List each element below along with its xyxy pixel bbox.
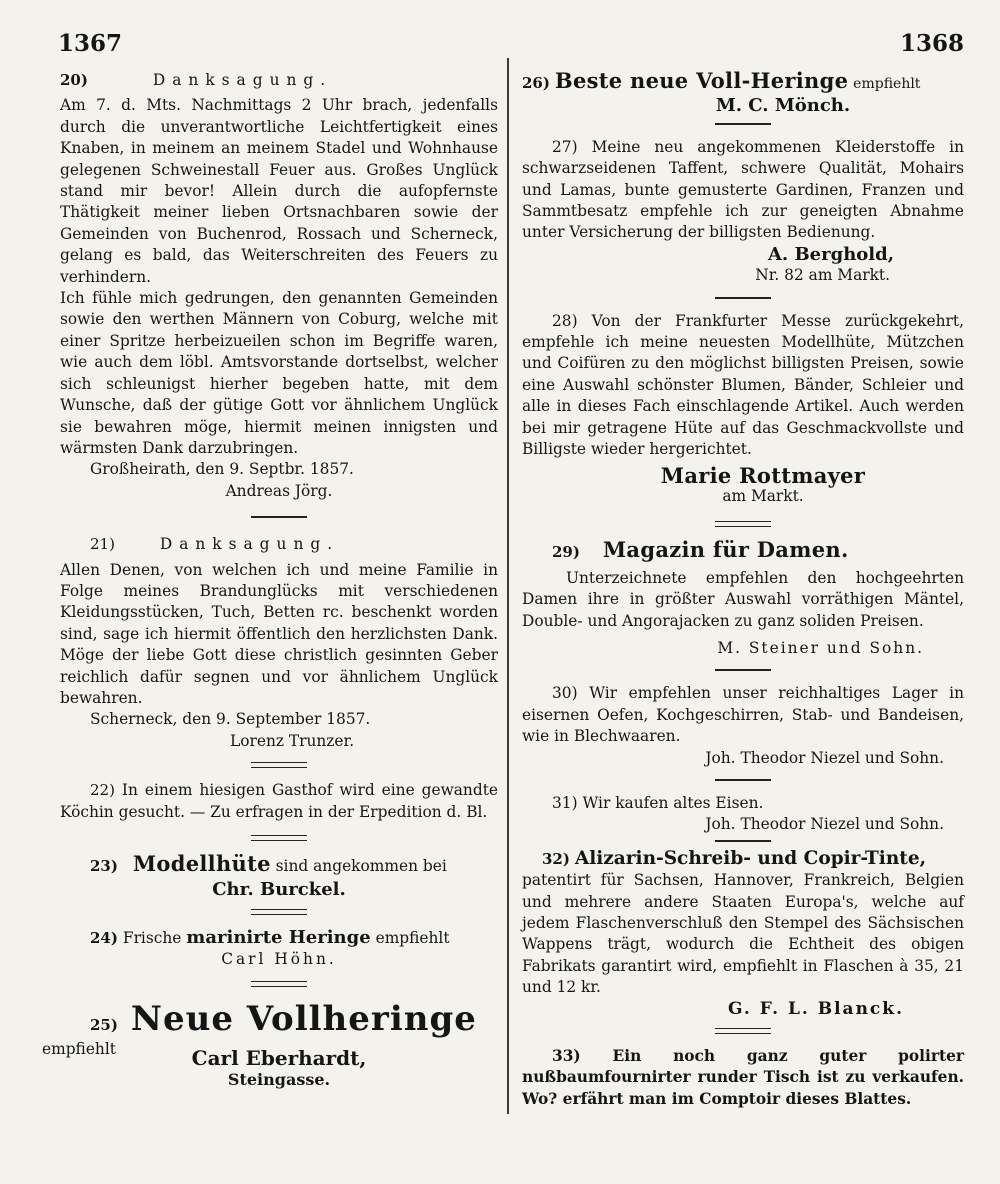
ad-number: 25) <box>90 1015 118 1034</box>
merchant-address: am Markt. <box>722 486 804 505</box>
ad-25 <box>42 998 498 1091</box>
merchant-name: Joh. Theodor Niezel und Sohn. <box>705 748 944 767</box>
ad-20 <box>60 70 498 502</box>
ad-22 <box>60 780 498 823</box>
left-column <box>42 70 498 1091</box>
ad-title: Magazin für Damen. <box>602 537 849 563</box>
ad-body: Am 7. d. Mts. Nachmittags 2 Uhr brach, jedenfalls durch die unverantwortliche Leichtfertigkeit eines Knaben, in meinem an meinem Stadel und Wohnhause gelegenen Schweinestall Feuer aus. Großes Unglück stand mir bevor! Allein durch die aufopfernste Thätigkeit meiner lieben Ortsnachbaren sowie der Gemeinden von Buchenrod, Rossach und Scherneck, gelang es bald, das Weiterschreiten des Feuers zu verhindern. <box>60 96 498 286</box>
ad-title: Modellhüte <box>132 851 271 876</box>
ad-number: 23) <box>90 857 118 875</box>
signature: Lorenz Trunzer. <box>230 731 355 750</box>
ad-26 <box>522 70 964 117</box>
ad-32 <box>522 848 964 1020</box>
merchant-name: Carl Höhn. <box>221 950 337 969</box>
separator-rule <box>251 981 307 987</box>
ad-text: empfiehlt <box>853 76 921 92</box>
separator-rule <box>715 669 771 671</box>
merchant-name: Chr. Burckel. <box>212 879 346 901</box>
ad-heading: Danksagung. <box>152 71 333 89</box>
ad-body: Unterzeichnete empfehlen den hochgeehrten Damen ihre in größter Auswahl vorräthigen Mäntel, Double- und Angorajacken zu ganz soliden Preisen. <box>522 568 964 630</box>
ad-31 <box>522 793 964 836</box>
ad-number: 24) <box>90 928 118 947</box>
merchant-address: Nr. 82 am Markt. <box>755 266 890 285</box>
page-number-right: 1368 <box>899 30 964 57</box>
separator-rule <box>715 123 771 125</box>
ad-title: Beste neue Voll-Heringe <box>554 68 849 93</box>
ad-29 <box>522 539 964 659</box>
ad-24 <box>60 927 498 971</box>
ad-body: In einem hiesigen Gasthof wird eine gewandte Köchin gesucht. — Zu erfragen in der Erpedition d. Bl. <box>60 781 498 821</box>
ad-text: Frische <box>122 928 182 947</box>
ad-body: Wir kaufen altes Eisen. <box>582 793 764 812</box>
merchant-name: Joh. Theodor Niezel und Sohn. <box>705 815 944 834</box>
merchant-name: A. Berghold, <box>767 243 894 265</box>
column-divider <box>507 58 509 1114</box>
ad-21 <box>60 534 498 752</box>
ad-number: 29) <box>552 543 580 562</box>
ad-body: Allen Denen, von welchen ich und meine Familie in Folge meines Brandunglücks mit verschiedenen Kleidungsstücken, Tuch, Betten rc. beschenkt worden sind, sage ich hiermit öffentlich den herzlichsten Dank. Möge der liebe Gott diese christlich gesinnten Geber reichlich dafür segnen und vor ähnlichem Unglück bewahren. <box>60 560 498 707</box>
ad-title: marinirte Heringe <box>186 926 371 948</box>
ad-body-2: Ich fühle mich gedrungen, den genannten Gemeinden sowie den werthen Männern von Coburg, welche mit einer Spritze herbeizueilen schon im Begriffe waren, wie auch dem löbl. Amtsvorstande dortselbst, welcher sich schleunigst hierher begeben hatte, mit dem Wunsche, daß der gütige Gott vor ähnlichem Unglück sie bewahren möge, hiermit meinen innigsten und wärmsten Dank darzubringen. <box>60 289 498 457</box>
separator-rule <box>715 779 771 781</box>
ad-body: Von der Frankfurter Messe zurückgekehrt, empfehle ich meine neuesten Modellhüte, Mützchen und Coifüren zu den möglichst billigsten Preisen, sowie eine Auswahl schönster Blumen, Bänder, Schleier und alle in dieses Fach einschlagende Artikel. Auch werden bei mir getragene Hüte auf das Geschmackvollste und Billigste wieder hergerichtet. <box>522 311 964 459</box>
ad-number: 33) <box>552 1047 581 1066</box>
ad-30 <box>522 683 964 769</box>
separator-rule <box>715 840 771 842</box>
ad-number: 20) <box>60 71 88 89</box>
ad-body: Meine neu angekommenen Kleiderstoffe in schwarzseidenen Taffent, schwere Qualität, Mohairs und Lamas, bunte gemusterte Gardinen, Franzen und Sammtbesatz empfehle ich zur geneigten Abnahme unter Versicherung der billigsten Bedienung. <box>522 137 964 242</box>
separator-rule <box>715 297 771 299</box>
ad-number: 28) <box>552 311 578 330</box>
ad-28 <box>522 311 964 508</box>
right-column <box>522 70 964 1110</box>
ad-number: 26) <box>522 74 550 92</box>
merchant-name: M. C. Mönch. <box>715 95 851 117</box>
merchant-name: M. Steiner und Sohn. <box>717 638 924 657</box>
ad-number: 22) <box>90 781 115 800</box>
ad-text: empfiehlt <box>375 928 450 947</box>
place-date: Großheirath, den 9. Septbr. 1857. <box>90 460 354 479</box>
page-number-left: 1367 <box>58 30 123 57</box>
ad-title: Alizarin-Schreib- und Copir-Tinte, <box>574 847 927 869</box>
ad-text: empfiehlt <box>42 1039 116 1058</box>
ad-23 <box>60 853 498 901</box>
ad-body: Wir empfehlen unser reichhaltiges Lager in eisernen Oefen, Kochgeschirren, Stab- und Bandeisen, wie in Blechwaaren. <box>522 684 964 746</box>
ad-body: Ein noch ganz guter polirter nußbaumfournirter runder Tisch ist zu verkaufen. Wo? erfährt man im Comptoir dieses Blattes. <box>522 1047 964 1108</box>
ad-number: 31) <box>552 793 578 812</box>
separator-rule <box>715 1028 771 1034</box>
signature: Andreas Jörg. <box>225 481 333 500</box>
place-date: Scherneck, den 9. September 1857. <box>90 710 371 729</box>
separator-rule <box>251 762 307 768</box>
ad-33 <box>522 1046 964 1110</box>
ad-number: 30) <box>552 684 578 703</box>
ad-text: sind angekommen bei <box>275 857 447 875</box>
ad-number: 32) <box>542 849 570 868</box>
ad-27 <box>522 137 964 287</box>
merchant-name: Marie Rottmayer <box>660 462 866 488</box>
separator-rule <box>251 516 307 518</box>
ad-number: 21) <box>90 535 115 554</box>
ad-body: patentirt für Sachsen, Hannover, Frankreich, Belgien und mehrere andere Staaten Europa's, welche auf jedem Flaschenverschluß den Stempel des Sächsischen Wappens trägt, wodurch die Echtheit des obigen Fabrikats garantirt wird, empfiehlt in Flaschen à 35, 21 und 12 kr. <box>522 871 964 997</box>
ad-title: Neue Vollheringe <box>130 998 477 1039</box>
merchant-name: Carl Eberhardt, <box>191 1046 367 1071</box>
separator-rule <box>251 835 307 841</box>
ad-heading: Danksagung. <box>159 535 340 554</box>
merchant-address: Steingasse. <box>227 1070 331 1090</box>
separator-rule <box>251 909 307 915</box>
separator-rule <box>715 521 771 527</box>
ad-number: 27) <box>552 137 578 156</box>
merchant-name: G. F. L. Blanck. <box>728 998 904 1019</box>
